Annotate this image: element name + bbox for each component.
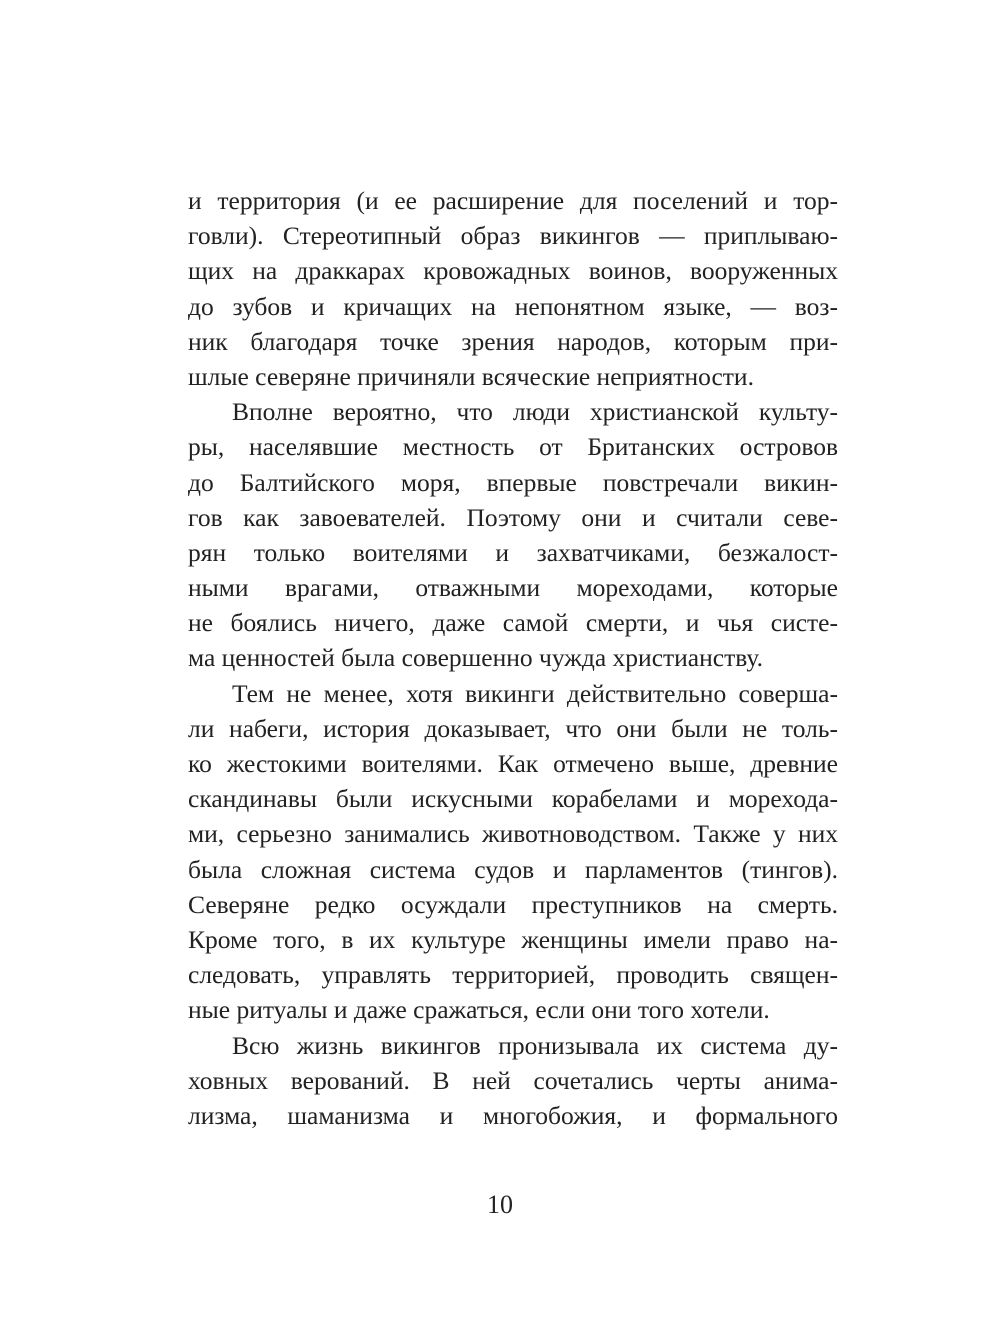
text-line: шлые северяне причиняли всяческие неприятности.	[188, 361, 754, 391]
text-line: лизма, шаманизма и многобожия, и формального	[188, 1100, 838, 1130]
text-line: Всю жизнь викингов пронизывала их система ду-	[232, 1030, 838, 1060]
text-line: ник благодаря точке зрения народов, которым при-	[188, 326, 838, 356]
body-text	[188, 183, 838, 1133]
text-line: гов как завоевателей. Поэтому они и считали севе-	[188, 502, 838, 532]
text-line: ры, населявшие местность от Британских островов	[188, 432, 838, 462]
text-line: ховных верований. В ней сочетались черты анима-	[188, 1065, 838, 1095]
text-line: ма ценностей была совершенно чужда христианству.	[188, 643, 763, 673]
text-line: говли). Стереотипный образ викингов — приплываю-	[188, 221, 838, 251]
text-line: не боялись ничего, даже самой смерти, и чья систе-	[188, 608, 838, 638]
text-line: ли набеги, история доказывает, что они были не толь-	[188, 713, 838, 743]
text-line: ными врагами, отважными мореходами, которые	[188, 573, 838, 603]
text-line: следовать, управлять территорией, проводить священ-	[188, 960, 838, 990]
text-line: Северяне редко осуждали преступников на смерть.	[188, 889, 838, 919]
paragraph-1	[188, 183, 838, 394]
text-line: щих на драккарах кровожадных воинов, вооруженных	[188, 256, 838, 286]
text-line: скандинавы были искусными корабелами и мореходa-	[188, 784, 838, 814]
text-line: Кроме того, в их культуре женщины имели право на-	[188, 924, 838, 954]
paragraph-4	[188, 1028, 838, 1134]
text-line: рян только воителями и захватчиками, безжалост-	[188, 537, 838, 567]
text-line: Вполне вероятно, что люди христианской культу-	[232, 397, 838, 427]
text-line: была сложная система судов и парламентов (тингов).	[188, 854, 838, 884]
text-line: ко жестокими воителями. Как отмечено выше, древние	[188, 749, 838, 778]
text-line: до Балтийского моря, впервые повстречали викин-	[188, 467, 838, 497]
paragraph-2	[188, 394, 838, 676]
text-line: ные ритуалы и даже сражаться, если они того хотели.	[188, 995, 770, 1025]
text-line: и территория (и ее расширение для поселений и тор-	[188, 186, 838, 215]
text-line: ми, серьезно занимались животноводством. Также у них	[188, 819, 838, 849]
text-line: Тем не менее, хотя викинги действительно соверша-	[232, 678, 838, 708]
page-number: 10	[487, 1190, 513, 1219]
paragraph-3	[188, 676, 838, 1028]
text-line: до зубов и кричащих на непонятном языке, — воз-	[188, 291, 838, 321]
